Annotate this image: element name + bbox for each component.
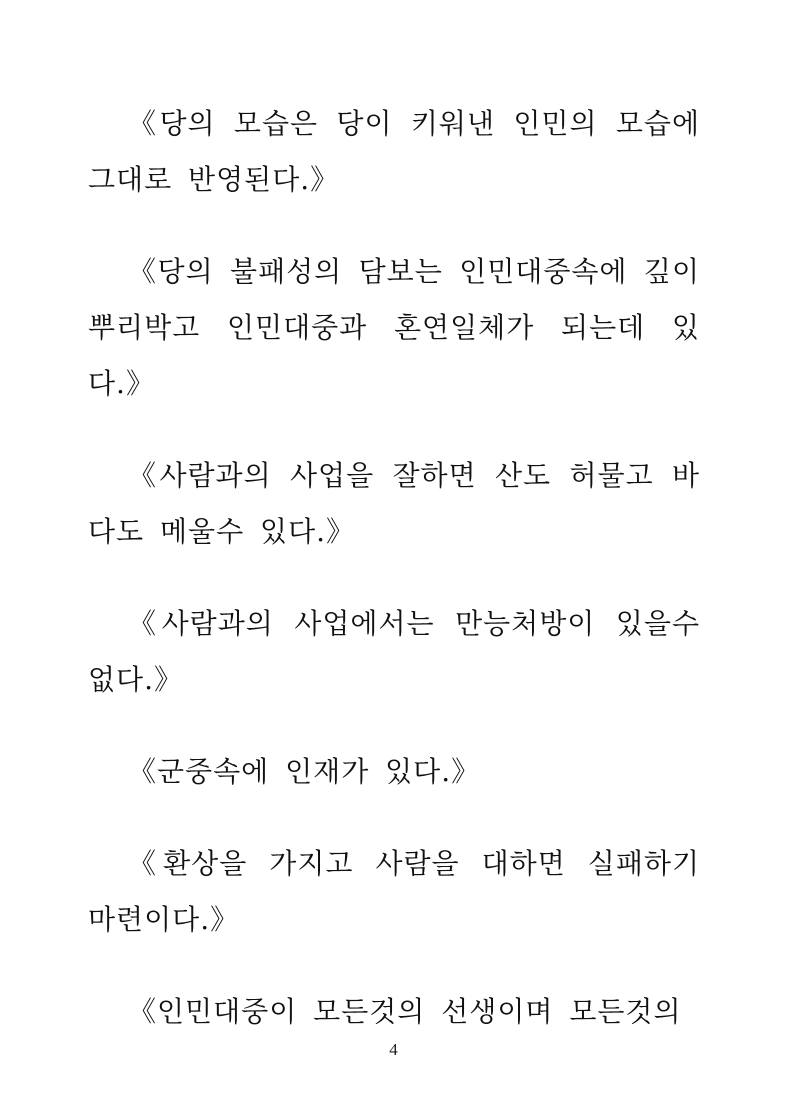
quote-paragraph-4: 《사람과의 사업에서는 만능처방이 있을수 없다.》 [88,607,700,696]
quote-paragraph-1: 《당의 모습은 당이 키워낸 인민의 모습에 그대로 반영된다.》 [88,107,700,196]
quote-paragraph-2: 《당의 불패성의 담보는 인민대중속에 깊이 뿌리박고 인민대중과 혼연일체가 되는데 있다.》 [88,255,700,400]
quote-paragraph-5: 《군중속에 인재가 있다.》 [128,755,481,788]
quote-paragraph-6: 《환상을 가지고 사람을 대하면 실패하기 마련이다.》 [88,847,700,936]
page-number: 4 [389,1040,398,1059]
quote-paragraph-3: 《사람과의 사업을 잘하면 산도 허물고 바다도 메울수 있다.》 [88,459,700,548]
page-body [88,96,700,1076]
quote-paragraph-7: 《인민대중이 모든것의 선생이며 모든것의 [128,995,682,1028]
